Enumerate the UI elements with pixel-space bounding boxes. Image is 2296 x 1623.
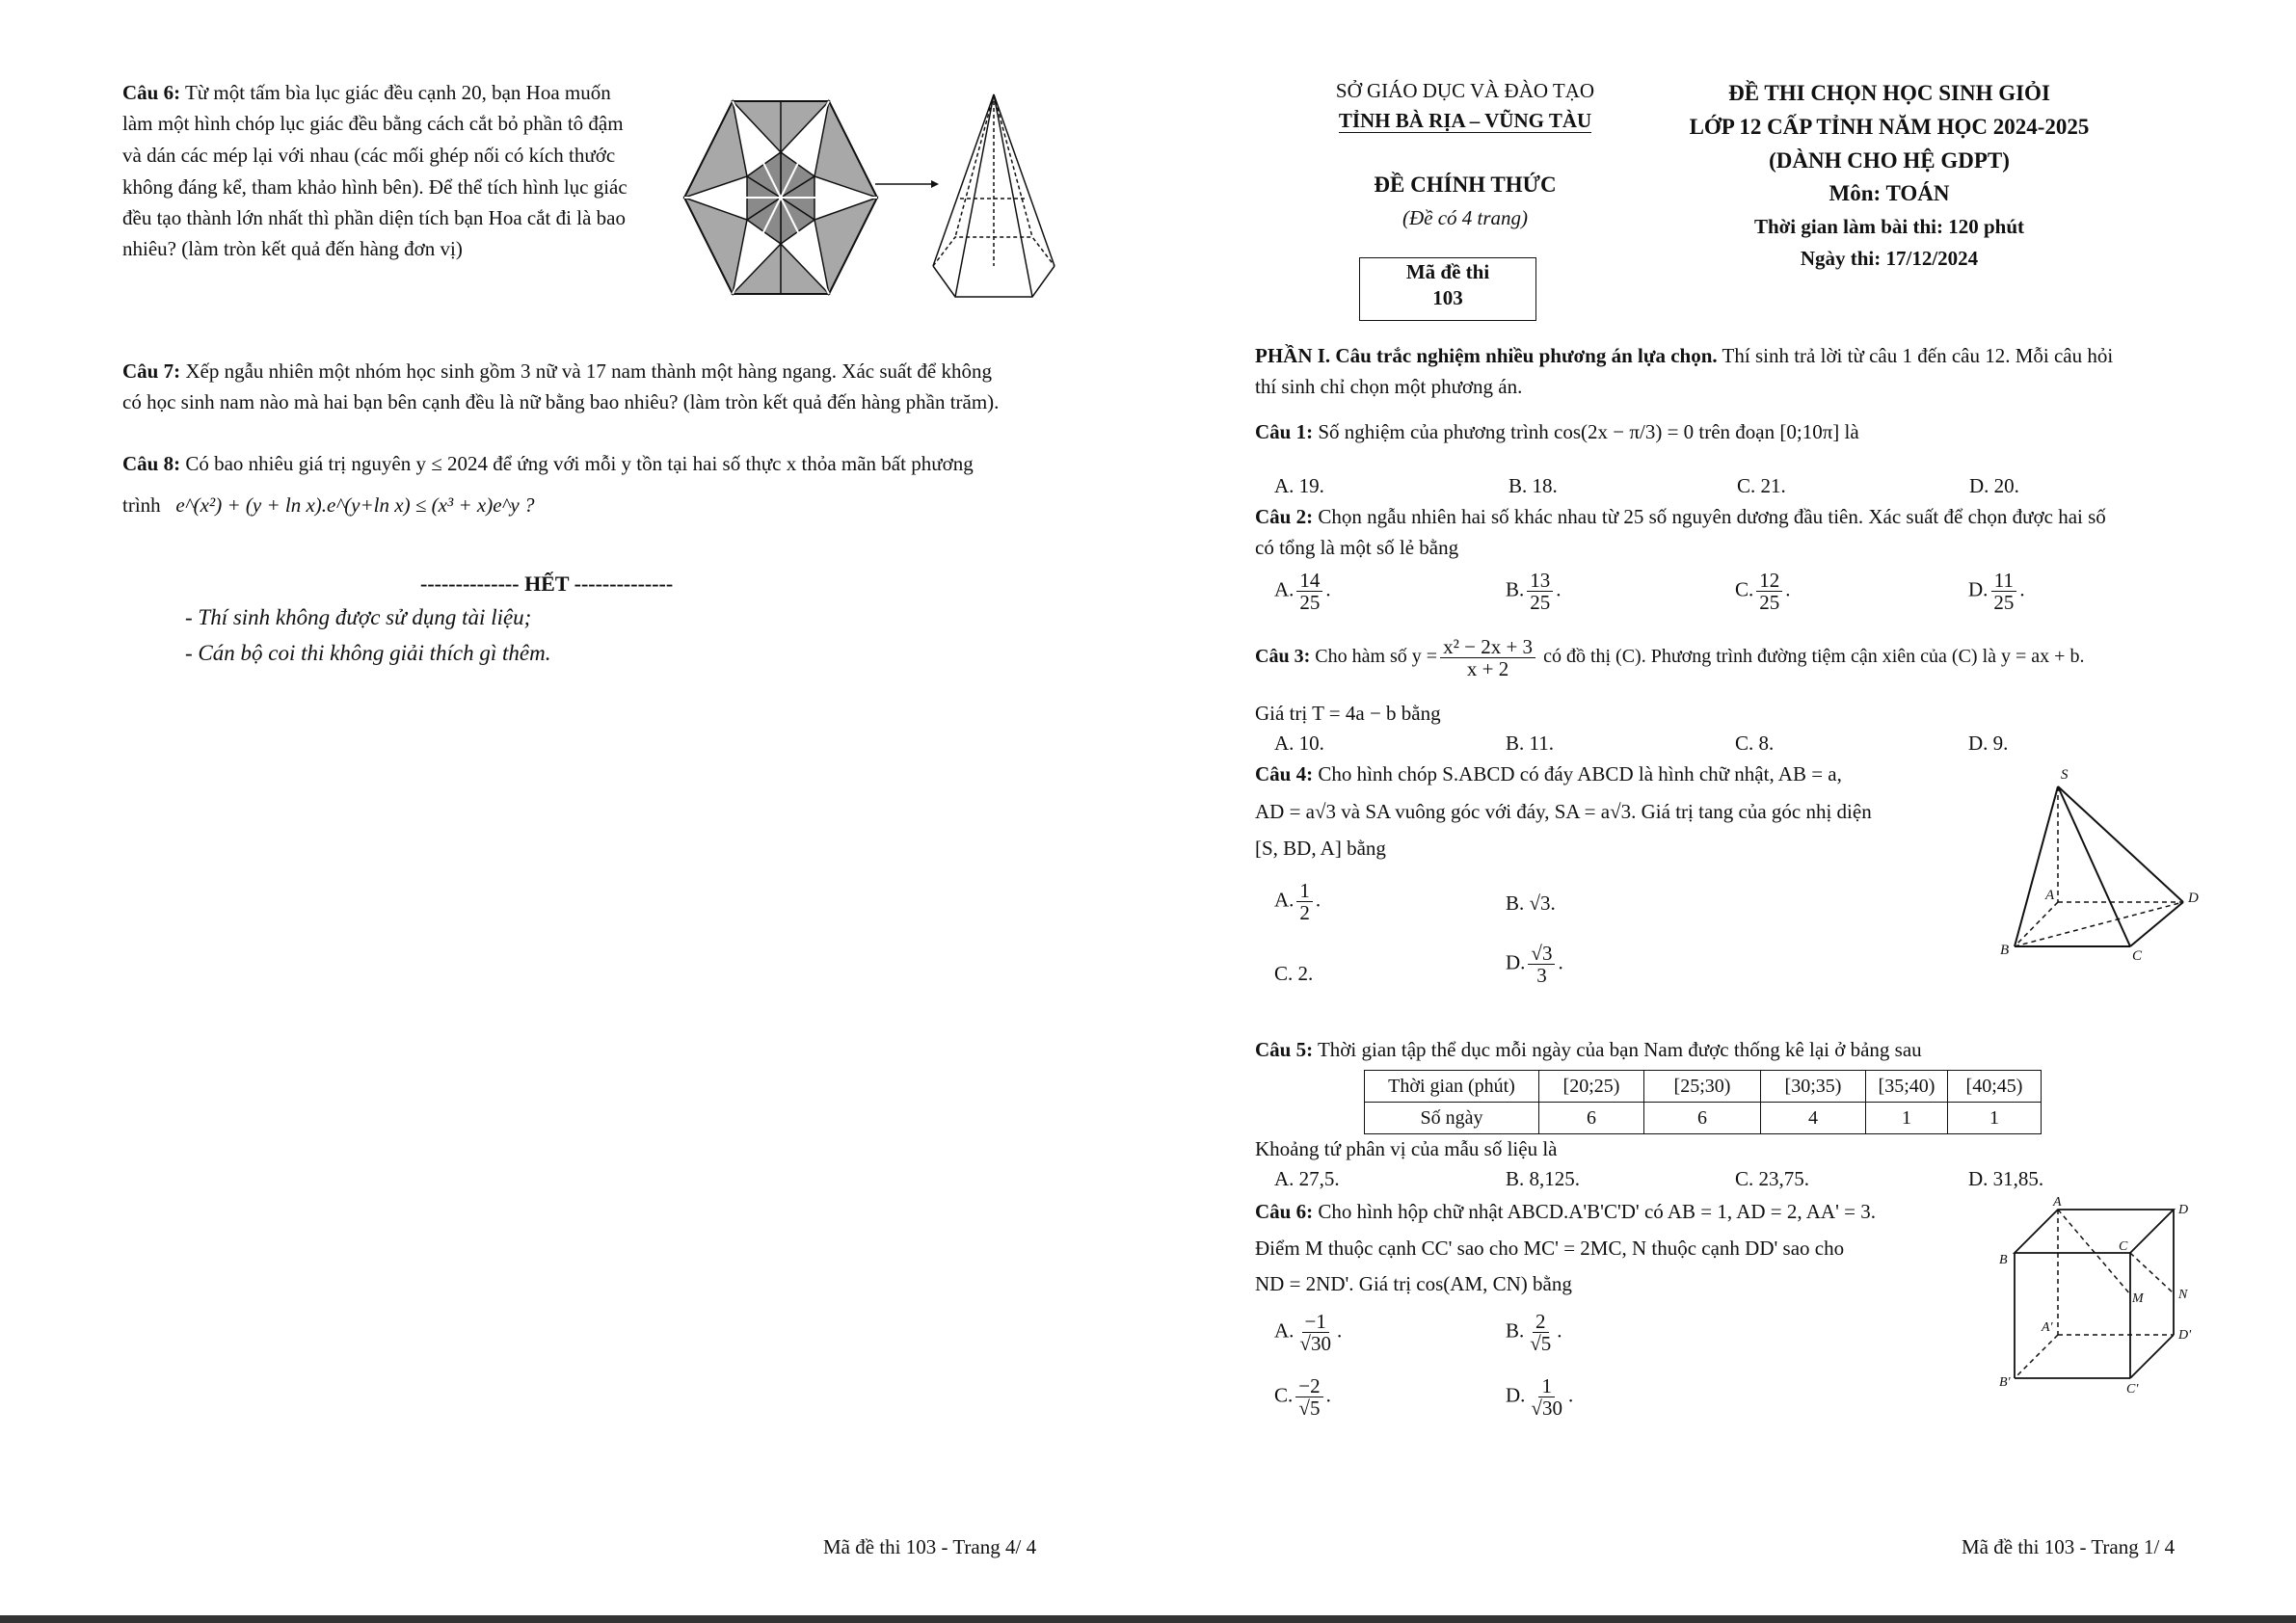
q6-left-line-2: làm một hình chóp lục giác đều bằng cách cắt bỏ phần tô đậm	[122, 112, 624, 135]
fig6-label-d-prime: D'	[2178, 1328, 2192, 1343]
exam-code-label: Mã đề thi	[1405, 260, 1490, 283]
q8-line-1: Câu 8: Có bao nhiêu giá trị nguyên y ≤ 2024 để ứng với mỗi y tồn tại hai số thực x thỏa mãn bất phương	[122, 452, 974, 475]
q3-line-1: Câu 3: Cho hàm số y = $\frac{\text{x² − 2x + 3}}{x + 2}$ có đồ thị (C). Phương trình đường tiệm cận xiên của (C) là y = ax + b.	[1255, 635, 2085, 681]
header-province: TỈNH BÀ RỊA – VŨNG TÀU	[1338, 109, 1592, 132]
table-cell: 4	[1761, 1103, 1866, 1134]
q7-line-1: Câu 7: Xếp ngẫu nhiên một nhóm học sinh gồm 3 nữ và 17 nam thành một hàng ngang. Xác suất để không	[122, 359, 993, 383]
exam-code: 103	[1432, 286, 1463, 309]
q5-frequency-table	[1364, 1070, 2042, 1134]
fig4-label-b: B	[2000, 943, 2010, 958]
header-pages: (Đề có 4 trang)	[1402, 206, 1529, 229]
q6-option-b: B. $\frac{2}{√5}$ .	[1506, 1310, 1562, 1356]
fig4-label-c: C	[2132, 948, 2143, 964]
q3-option-d: D. 9.	[1968, 732, 2009, 755]
q2-option-b: B. $\frac{13}{25}$ .	[1506, 569, 1562, 615]
q1-option-b: B. 18.	[1508, 474, 1558, 497]
table-cell: Thời gian (phút)	[1365, 1071, 1539, 1103]
title-line-1: ĐỀ THI CHỌN HỌC SINH GIỎI	[1728, 81, 2050, 105]
q5-after: Khoảng tứ phân vị của mẫu số liệu là	[1255, 1137, 1558, 1160]
table-cell: [20;25)	[1539, 1071, 1644, 1103]
q6-left-line-6: nhiêu? (làm tròn kết quả đến hàng đơn vị)	[122, 237, 463, 260]
q5-option-d: D. 31,85.	[1968, 1167, 2044, 1190]
rectangular-box-figure	[1995, 1195, 2207, 1407]
q5-option-b: B. 8,125.	[1506, 1167, 1581, 1190]
q4-option-b: B. √3.	[1506, 891, 1556, 915]
title-line-2: LỚP 12 CẤP TỈNH NĂM HỌC 2024-2025	[1689, 115, 2090, 139]
exam-date: Ngày thi: 17/12/2024	[1800, 247, 1979, 270]
left-footer: Mã đề thi 103 - Trang 4/ 4	[823, 1535, 1037, 1558]
right-footer: Mã đề thi 103 - Trang 1/ 4	[1962, 1535, 2176, 1558]
q3-option-a: A. 10.	[1274, 732, 1324, 755]
q1-option-a: A. 19.	[1274, 474, 1324, 497]
q5-text: Câu 5: Thời gian tập thể dục mỗi ngày của bạn Nam được thống kê lại ở bảng sau	[1255, 1038, 1922, 1061]
fig6-label-b-prime: B'	[1999, 1375, 2011, 1390]
q4-option-a: A. $\frac{1}{2}$ .	[1274, 879, 1322, 925]
exam-code-box	[1359, 257, 1536, 321]
scan-edge-bar	[0, 1615, 2296, 1623]
fig4-label-a: A	[2045, 888, 2055, 903]
q2-line-2: có tổng là một số lẻ bằng	[1255, 536, 1459, 559]
q4-option-d: D. $\frac{√3}{3}$ .	[1506, 942, 1563, 988]
q4-line-2: AD = a√3 và SA vuông góc với đáy, SA = a√3. Giá trị tang của góc nhị diện	[1255, 800, 1872, 823]
q3-line-2: Giá trị T = 4a − b bằng	[1255, 702, 1441, 725]
q6-left-line-4: không đáng kể, tham khảo hình bên). Để thể tích hình lục giác	[122, 175, 627, 199]
part1-line-1: PHẦN I. Câu trắc nghiệm nhiều phương án lựa chọn. Thí sinh trả lời từ câu 1 đến câu 12. Mỗi câu hỏi	[1255, 344, 2114, 367]
table-cell: [25;30)	[1644, 1071, 1761, 1103]
q1-text: Câu 1: Số nghiệm của phương trình cos(2x − π/3) = 0 trên đoạn [0;10π] là	[1255, 420, 1859, 443]
fig6-label-c: C	[2119, 1239, 2128, 1254]
q6-right-line-2: Điểm M thuộc cạnh CC' sao cho MC' = 2MC, N thuộc cạnh DD' sao cho	[1255, 1237, 1845, 1260]
fig6-label-a: A	[2053, 1195, 2062, 1210]
q3-option-b: B. 11.	[1506, 732, 1554, 755]
q7-line-2: có học sinh nam nào mà hai bạn bên cạnh đều là nữ bằng bao nhiêu? (làm tròn kết quả đến hàng phần trăm).	[122, 390, 1000, 413]
table-cell: Số ngày	[1365, 1103, 1539, 1134]
title-line-3: (DÀNH CHO HỆ GDPT)	[1769, 148, 2010, 173]
q2-option-d: D. $\frac{11}{25}$ .	[1968, 569, 2025, 615]
table-cell: 1	[1866, 1103, 1948, 1134]
q6-left-line-5: đều tạo thành lớn nhất thì phần diện tích bạn Hoa cắt đi là bao	[122, 206, 626, 229]
q1-option-c: C. 21.	[1737, 474, 1786, 497]
table-row	[1365, 1071, 2042, 1103]
q2-option-c: C. $\frac{12}{25}$ .	[1735, 569, 1791, 615]
fig6-label-a-prime: A'	[2042, 1320, 2053, 1335]
table-cell: [40;45)	[1948, 1071, 2042, 1103]
table-cell: [30;35)	[1761, 1071, 1866, 1103]
part1-line-2: thí sinh chỉ chọn một phương án.	[1255, 375, 1523, 398]
q4-line-1: Câu 4: Cho hình chóp S.ABCD có đáy ABCD là hình chữ nhật, AB = a,	[1255, 762, 1842, 785]
q6-left-line-1: Câu 6: Từ một tấm bìa lục giác đều cạnh 20, bạn Hoa muốn	[122, 81, 611, 104]
table-cell: 1	[1948, 1103, 2042, 1134]
end-mark: -------------- HẾT --------------	[420, 572, 674, 596]
table-cell: 6	[1644, 1103, 1761, 1134]
q6-option-a: A. $\frac{-1}{√30}$ .	[1274, 1310, 1343, 1356]
fig6-label-b: B	[1999, 1253, 2008, 1267]
q6-option-d: D. $\frac{1}{√30}$ .	[1506, 1374, 1574, 1421]
table-cell: 6	[1539, 1103, 1644, 1134]
fig4-label-d: D	[2188, 891, 2199, 906]
q6-right-line-1: Câu 6: Cho hình hộp chữ nhật ABCD.A'B'C'D' có AB = 1, AD = 2, AA' = 3.	[1255, 1200, 1876, 1223]
pyramid-sabcd-figure	[1995, 767, 2207, 964]
note-1: - Thí sinh không được sử dụng tài liệu;	[185, 605, 532, 629]
fig6-label-n: N	[2178, 1288, 2188, 1302]
fig6-label-c-prime: C'	[2126, 1382, 2139, 1397]
header-official: ĐỀ CHÍNH THỨC	[1374, 173, 1557, 197]
hexagon-net-figure	[684, 94, 877, 301]
q4-line-3: [S, BD, A] bằng	[1255, 837, 1386, 860]
table-cell: [35;40)	[1866, 1071, 1948, 1103]
q3-option-c: C. 8.	[1735, 732, 1775, 755]
fig6-label-m: M	[2132, 1291, 2144, 1306]
q6-left-line-3: và dán các mép lại với nhau (các mối ghép nối có kích thước	[122, 144, 616, 167]
q8-line-2: trình e^(x²) + (y + ln x).e^(y+ln x) ≤ (x³ + x)e^y ?	[122, 493, 535, 517]
subject: Môn: TOÁN	[1829, 181, 1950, 205]
exam-time: Thời gian làm bài thi: 120 phút	[1753, 215, 2025, 238]
header-dept: SỞ GIÁO DỤC VÀ ĐÀO TẠO	[1335, 79, 1595, 102]
q5-option-c: C. 23,75.	[1735, 1167, 1810, 1190]
fig6-label-d: D	[2178, 1203, 2189, 1217]
q1-option-d: D. 20.	[1969, 474, 2019, 497]
q5-option-a: A. 27,5.	[1274, 1167, 1340, 1190]
q6-right-line-3: ND = 2ND'. Giá trị cos(AM, CN) bằng	[1255, 1272, 1572, 1295]
q8-formula: e^(x²) + (y + ln x).e^(y+ln x) ≤ (x³ + x)e^y ?	[175, 493, 535, 517]
table-row	[1365, 1103, 2042, 1134]
q2-line-1: Câu 2: Chọn ngẫu nhiên hai số khác nhau từ 25 số nguyên dương đầu tiên. Xác suất để chọn được hai số	[1255, 505, 2106, 528]
q6-option-c: C. $\frac{-2}{√5}$ .	[1274, 1374, 1331, 1421]
hexagonal-pyramid-figure	[931, 93, 1056, 301]
fig4-label-s: S	[2061, 767, 2069, 783]
q4-option-c: C. 2.	[1274, 962, 1314, 985]
note-2: - Cán bộ coi thi không giải thích gì thêm.	[185, 641, 551, 665]
q2-option-a: A. $\frac{14}{25}$ .	[1274, 569, 1331, 615]
